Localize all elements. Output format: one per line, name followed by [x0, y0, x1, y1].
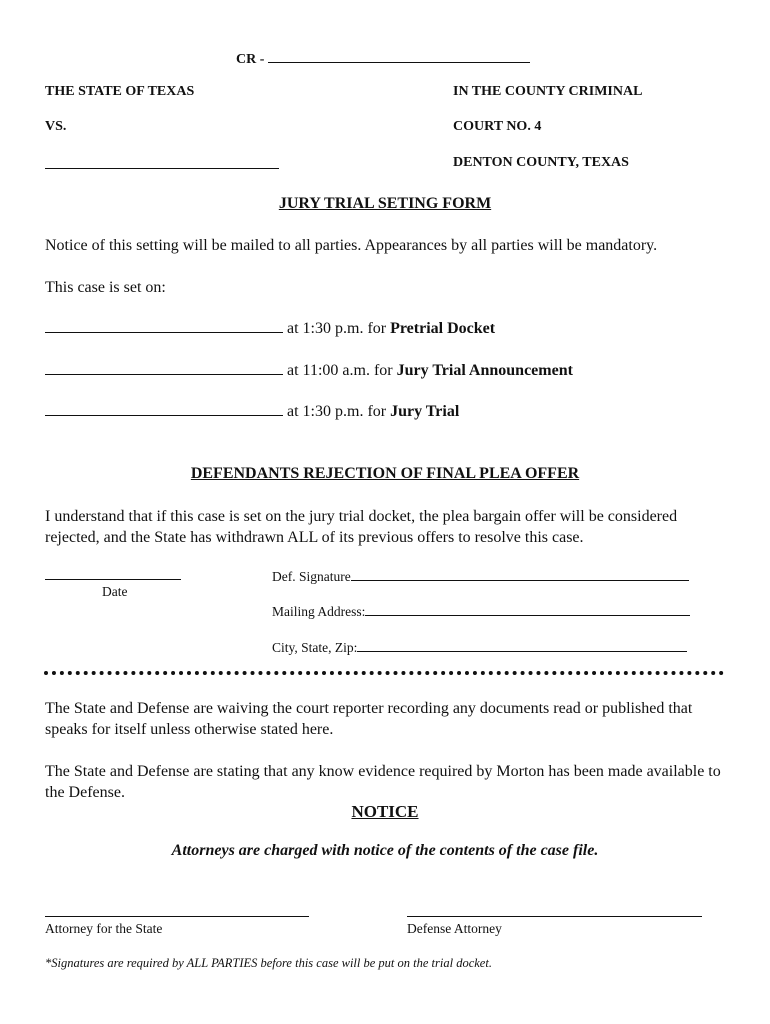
state-of-texas: THE STATE OF TEXAS — [45, 84, 195, 99]
morton-text: The State and Defense are stating that any know evidence required by Morton has been made available to the Defense. — [45, 763, 721, 801]
versus-label: VS. — [45, 119, 67, 134]
setting-event: Jury Trial — [390, 403, 460, 420]
setting-date-field[interactable] — [45, 360, 283, 375]
set-on-label: This case is set on: — [45, 279, 166, 296]
setting-time: at 11:00 a.m. for — [287, 362, 393, 379]
notice-heading: NOTICE — [351, 802, 419, 821]
form-title: JURY TRIAL SETING FORM — [278, 195, 492, 212]
setting-date-field[interactable] — [45, 401, 283, 416]
state-attorney-signature-field[interactable] — [45, 916, 309, 917]
state-attorney-label: Attorney for the State — [45, 921, 163, 936]
defendant-name-field[interactable] — [45, 168, 279, 169]
waiver-text: The State and Defense are waiving the court reporter recording any documents read or published that speaks for itself unless otherwise stated here. — [45, 700, 693, 738]
rejection-text: I understand that if this case is set on the jury trial docket, the plea bargain offer will be considered rejected, and the State has withdrawn ALL of its previous offers to resolve this case. — [45, 508, 678, 546]
def-signature-label: Def. Signature — [272, 569, 351, 584]
notice-text-italic: Attorneys are charged with notice of the contents of the case file. — [171, 842, 599, 859]
footnote: *Signatures are required by ALL PARTIES before this case will be put on the trial docket. — [45, 956, 492, 970]
setting-time: at 1:30 p.m. for — [287, 403, 387, 420]
defense-attorney-label: Defense Attorney — [407, 921, 502, 936]
court-line3: DENTON COUNTY, TEXAS — [453, 155, 629, 170]
setting-event: Jury Trial Announcement — [396, 362, 573, 379]
mailing-address-field[interactable] — [365, 601, 690, 616]
setting-date-field[interactable] — [45, 318, 283, 333]
mailing-address-label: Mailing Address: — [272, 604, 366, 619]
setting-row — [45, 318, 495, 339]
setting-event: Pretrial Docket — [390, 320, 496, 337]
city-state-zip-field[interactable] — [357, 637, 687, 652]
cr-number-field[interactable] — [268, 48, 530, 63]
court-line2: COURT NO. 4 — [453, 119, 542, 134]
setting-time: at 1:30 p.m. for — [287, 320, 387, 337]
def-signature — [272, 566, 689, 585]
notice-text: Notice of this setting will be mailed to all parties. Appearances by all parties will be mandatory. — [45, 237, 658, 254]
def-signature-field[interactable] — [351, 566, 689, 581]
city-state-zip — [272, 637, 687, 656]
defense-attorney-signature-field[interactable] — [407, 916, 702, 917]
dotted-divider — [44, 671, 724, 675]
setting-row — [45, 360, 573, 381]
cr-label: CR - — [236, 52, 265, 67]
rejection-heading: DEFENDANTS REJECTION OF FINAL PLEA OFFER — [190, 465, 580, 482]
date-field[interactable] — [45, 579, 181, 580]
setting-row — [45, 401, 459, 422]
cr-number — [236, 48, 530, 68]
city-state-zip-label: City, State, Zip: — [272, 640, 358, 655]
date-label: Date — [102, 584, 128, 599]
mailing-address — [272, 601, 690, 620]
court-line1: IN THE COUNTY CRIMINAL — [453, 84, 643, 99]
